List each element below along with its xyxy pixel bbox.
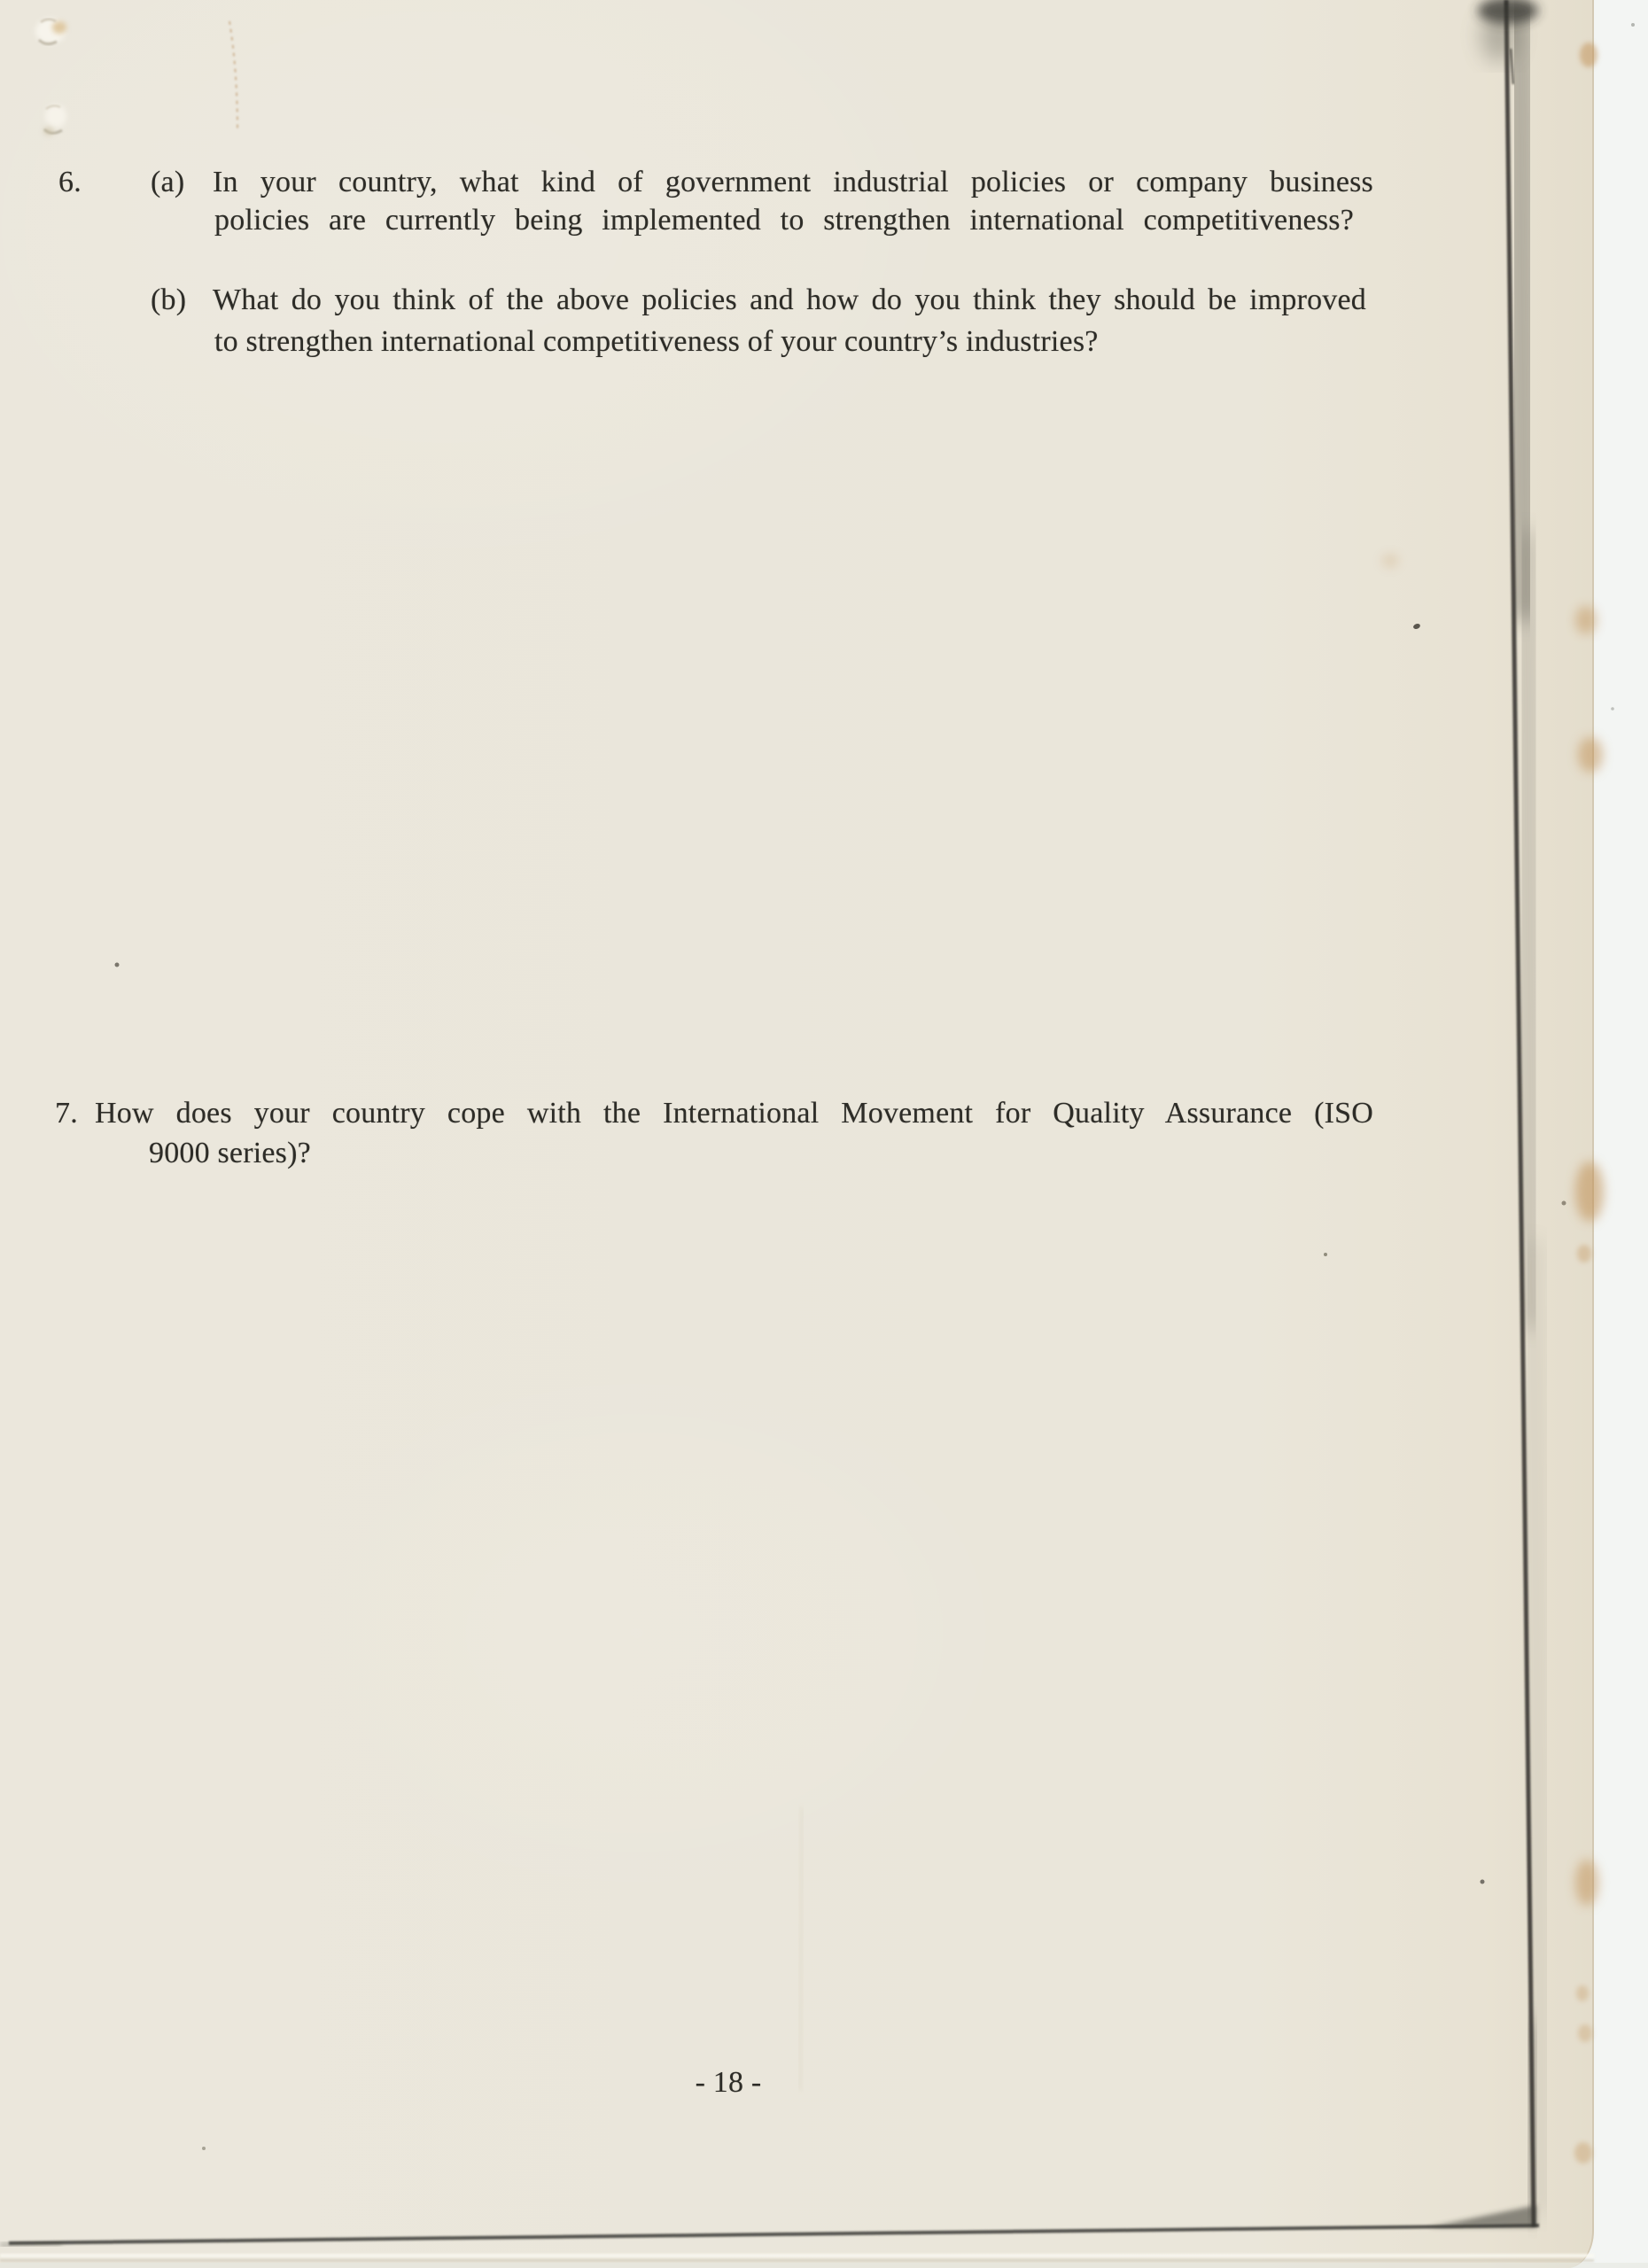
question-6b-label: (b) <box>151 284 187 316</box>
question-6b-line-2: to strengthen international competitiveness of your country’s industries? <box>214 325 1099 358</box>
question-6a-label: (a) <box>151 166 185 198</box>
page-number: - 18 - <box>695 2066 762 2099</box>
question-6a-line-1: In your country, what kind of government industrial policies or company business <box>213 166 1373 198</box>
question-7-line-2: 9000 series)? <box>149 1137 311 1169</box>
question-7-number: 7. <box>55 1097 78 1130</box>
question-7-line-1: How does your country cope with the International Movement for Quality Assurance (ISO <box>95 1097 1373 1130</box>
question-6a-line-2: policies are currently being implemented to strengthen international competitiveness? <box>214 204 1354 237</box>
question-6-number: 6. <box>58 166 82 198</box>
question-6b-line-1: What do you think of the above policies and how do you think they should be improved <box>213 284 1366 316</box>
